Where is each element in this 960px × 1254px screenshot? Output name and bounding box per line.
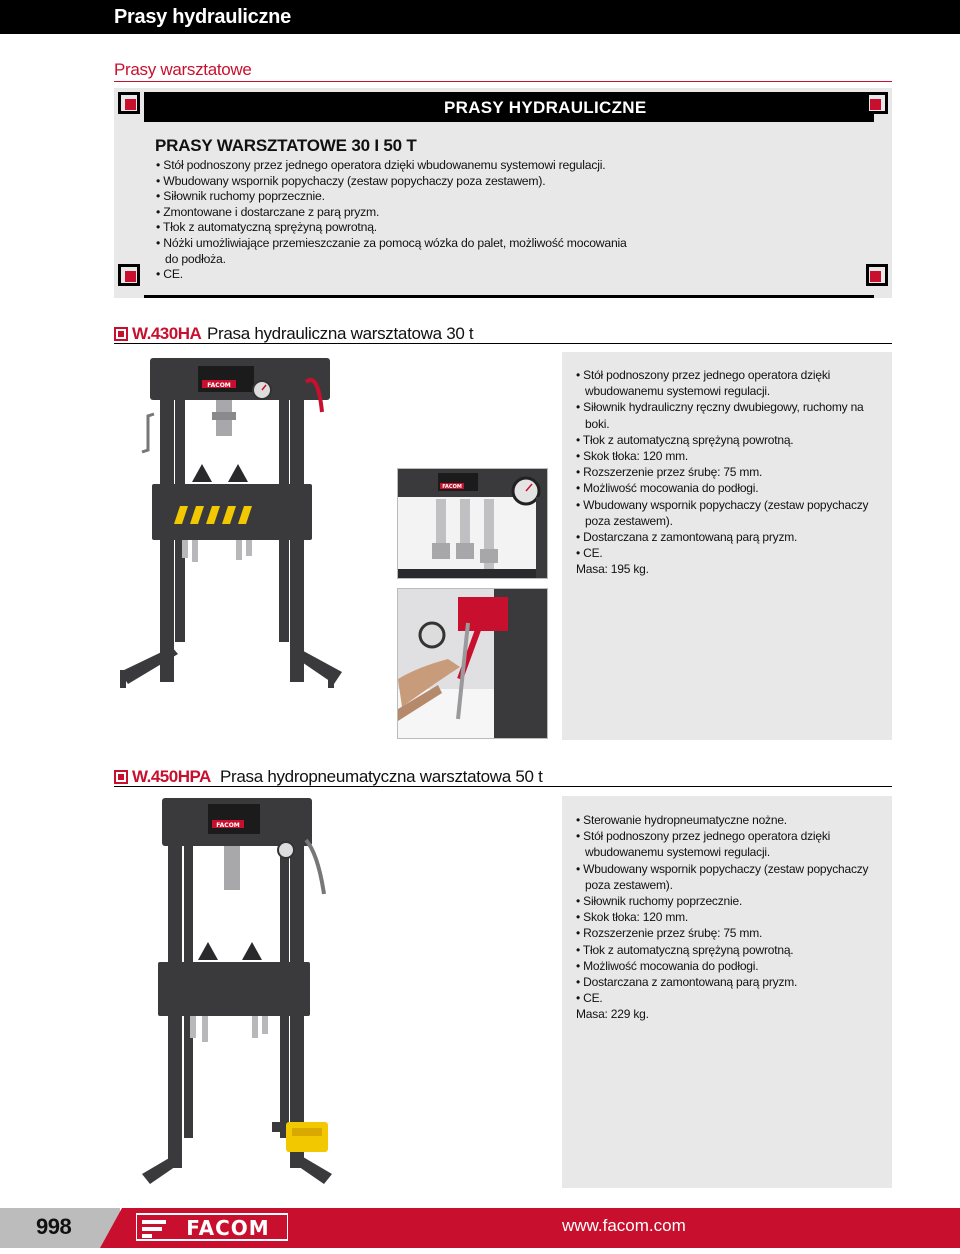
feature-item: • Zmontowane i dostarczane z parą pryzm.	[156, 205, 636, 221]
spec-item: • CE.	[576, 545, 881, 561]
red-square-icon	[870, 99, 881, 110]
spec-item: • Rozszerzenie przez śrubę: 75 mm.	[576, 925, 881, 941]
logo-text: FACOM	[186, 1216, 270, 1240]
detail-photo-handle	[397, 588, 548, 739]
red-square-icon	[125, 99, 136, 110]
spec-item: • Skok tłoka: 120 mm.	[576, 448, 881, 464]
product-name: Prasa hydropneumatyczna warsztatowa 50 t	[220, 767, 543, 786]
spec-item: • Tłok z automatyczną sprężyną powrotną.	[576, 942, 881, 958]
feature-item: • Nóżki umożliwiające przemieszczanie za pomocą wózka do palet, możliwość mocowania do podłoża.	[156, 236, 636, 267]
spec-list	[576, 367, 881, 578]
header-bar	[0, 0, 960, 34]
product-code: W.450HPA	[132, 767, 211, 786]
footer-url[interactable]: www.facom.com	[562, 1216, 686, 1235]
image-brand-label: FACOM	[216, 822, 240, 829]
page-title: Prasy hydrauliczne	[114, 6, 291, 28]
feature-item: • CE.	[156, 267, 636, 283]
info-box-heading: PRASY WARSZTATOWE 30 I 50 T	[155, 136, 417, 155]
spec-item: • Skok tłoka: 120 mm.	[576, 909, 881, 925]
spec-item: • Siłownik ruchomy poprzecznie.	[576, 893, 881, 909]
page-number: 998	[36, 1214, 72, 1239]
info-box-band	[144, 92, 874, 122]
spec-item: • Tłok z automatyczną sprężyną powrotną.	[576, 432, 881, 448]
product-name: Prasa hydrauliczna warsztatowa 30 t	[207, 324, 474, 343]
product-marker-icon	[114, 327, 128, 341]
feature-item: • Tłok z automatyczną sprężyną powrotną.	[156, 220, 636, 236]
press-w450hpa-image	[112, 794, 352, 1190]
info-box	[114, 88, 892, 298]
mass-label: Masa: 195 kg.	[576, 562, 649, 577]
info-box-band-title: PRASY HYDRAULICZNE	[444, 98, 647, 117]
spec-item: • Wbudowany wspornik popychaczy (zestaw popychaczy poza zestawem).	[576, 861, 881, 893]
spec-item: • Dostarczana z zamontowaną parą pryzm.	[576, 974, 881, 990]
spec-panel-w450hpa	[562, 796, 892, 1188]
spec-item: • Możliwość mocowania do podłogi.	[576, 958, 881, 974]
spec-item: • Dostarczana z zamontowaną parą pryzm.	[576, 529, 881, 545]
feature-item: • Wbudowany wspornik popychaczy (zestaw popychaczy poza zestawem).	[156, 174, 636, 190]
spec-item: • Stół podnoszony przez jednego operatora dzięki wbudowanemu systemowi regulacji.	[576, 828, 881, 860]
mass-label: Masa: 229 kg.	[576, 1007, 649, 1022]
spec-item: • Sterowanie hydropneumatyczne nożne.	[576, 812, 881, 828]
red-square-icon	[870, 271, 881, 282]
image-brand-label: FACOM	[207, 382, 231, 389]
facom-logo	[136, 1212, 288, 1242]
red-square-icon	[125, 271, 136, 282]
product-marker-icon	[114, 770, 128, 784]
spec-list	[576, 812, 881, 1023]
product-code: W.430HA	[132, 324, 202, 343]
section-title: Prasy warsztatowe	[114, 60, 252, 79]
spec-item: • CE.	[576, 990, 881, 1006]
image-brand-label: FACOM	[442, 484, 462, 490]
detail-photo-ram	[397, 468, 548, 579]
press-w430ha-image	[112, 352, 342, 692]
feature-list	[156, 158, 636, 283]
section-divider	[114, 81, 892, 82]
spec-item: • Rozszerzenie przez śrubę: 75 mm.	[576, 464, 881, 480]
spec-panel-w430ha	[562, 352, 892, 740]
feature-item: • Stół podnoszony przez jednego operatora dzięki wbudowanemu systemowi regulacji.	[156, 158, 636, 174]
info-box-bottom-line	[144, 295, 874, 298]
spec-item: • Wbudowany wspornik popychaczy (zestaw popychaczy poza zestawem).	[576, 497, 881, 529]
product-divider	[114, 343, 892, 344]
spec-item: • Możliwość mocowania do podłogi.	[576, 480, 881, 496]
spec-item: • Siłownik hydrauliczny ręczny dwubiegowy, ruchomy na boki.	[576, 399, 881, 431]
feature-item: • Siłownik ruchomy poprzecznie.	[156, 189, 636, 205]
spec-item: • Stół podnoszony przez jednego operatora dzięki wbudowanemu systemowi regulacji.	[576, 367, 881, 399]
product-divider	[114, 786, 892, 787]
